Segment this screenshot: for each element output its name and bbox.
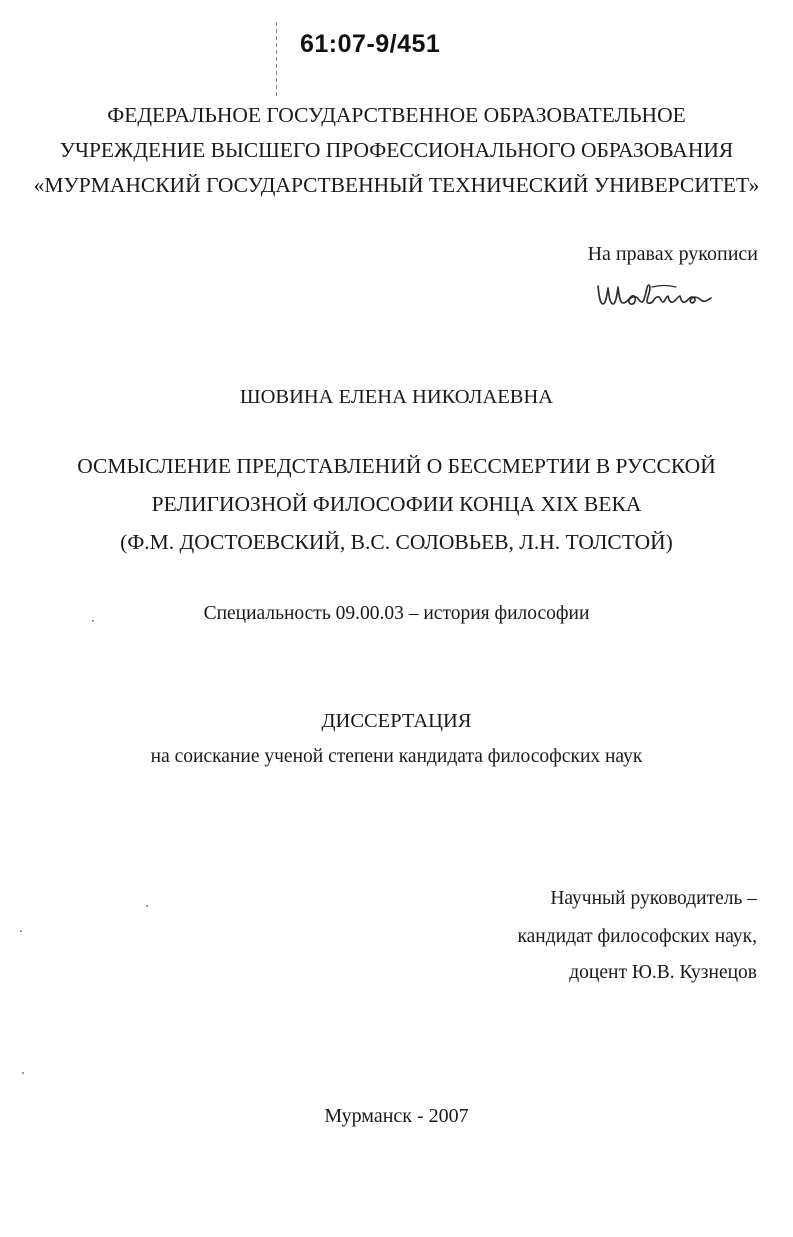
- catalog-code: 61:07-9/451: [300, 30, 441, 58]
- institution-line-1: ФЕДЕРАЛЬНОЕ ГОСУДАРСТВЕННОЕ ОБРАЗОВАТЕЛЬНОЕ: [107, 103, 686, 127]
- manuscript-rights: На правах рукописи: [587, 243, 758, 265]
- scan-speck: [146, 905, 148, 907]
- scan-speck: [20, 930, 22, 932]
- dissertation-title-line-1: ОСМЫСЛЕНИЕ ПРЕДСТАВЛЕНИЙ О БЕССМЕРТИИ В РУССКОЙ: [77, 454, 716, 478]
- dissertation-title-line-3: (Ф.М. ДОСТОЕВСКИЙ, В.С. СОЛОВЬЕВ, Л.Н. ТОЛСТОЙ): [120, 530, 673, 554]
- dissertation-heading: ДИССЕРТАЦИЯ: [321, 710, 472, 732]
- stamp-divider: [276, 22, 277, 96]
- dissertation-title-line-2: РЕЛИГИОЗНОЙ ФИЛОСОФИИ КОНЦА XIX ВЕКА: [151, 492, 642, 516]
- scan-speck: [92, 620, 94, 622]
- supervisor-name: доцент Ю.В. Кузнецов: [569, 962, 757, 983]
- scan-speck: [22, 1072, 24, 1074]
- author-name: ШОВИНА ЕЛЕНА НИКОЛАЕВНА: [239, 386, 554, 408]
- supervisor-degree: кандидат философских наук,: [517, 926, 757, 947]
- specialty: Специальность 09.00.03 – история философии: [203, 603, 590, 624]
- author-signature: [592, 274, 717, 319]
- institution-line-3: «МУРМАНСКИЙ ГОСУДАРСТВЕННЫЙ ТЕХНИЧЕСКИЙ УНИВЕРСИТЕТ»: [33, 173, 760, 197]
- institution-line-2: УЧРЕЖДЕНИЕ ВЫСШЕГО ПРОФЕССИОНАЛЬНОГО ОБРАЗОВАНИЯ: [59, 138, 734, 162]
- supervisor-role: Научный руководитель –: [550, 888, 757, 909]
- dissertation-subtitle: на соискание ученой степени кандидата философских наук: [150, 746, 643, 767]
- city-year: Мурманск - 2007: [324, 1105, 469, 1127]
